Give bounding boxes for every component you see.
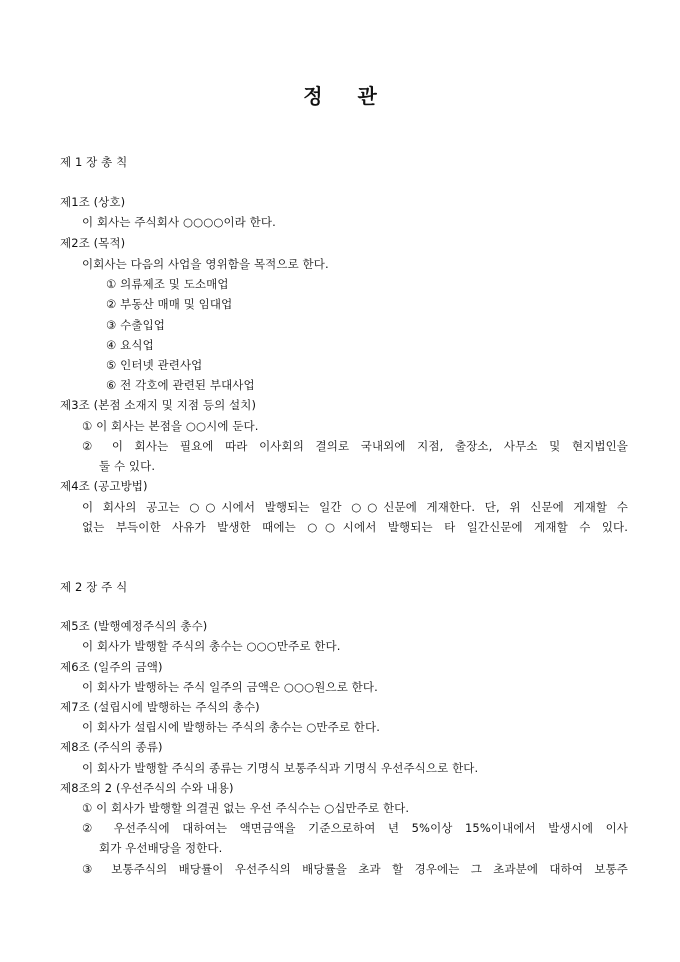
article-body: 없는 부득이한 사유가 발생한 때에는 ○○시에서 발행되는 타 일간신문에 게재할 수 있다.	[82, 520, 628, 534]
list-item: ① 의류제조 및 도소매업	[106, 277, 229, 291]
article-body: 이 회사가 발행할 주식의 종류는 기명식 보통주식과 기명식 우선주식으로 한다.	[82, 761, 479, 775]
article-heading: 제8조 (주식의 종류)	[60, 740, 163, 754]
article-heading: 제4조 (공고방법)	[60, 479, 148, 493]
list-item: ② 부동산 매매 및 임대업	[106, 297, 233, 311]
article-body: 이 회사가 발행할 주식의 총수는 ○○○만주로 한다.	[82, 639, 341, 653]
article-heading: 제2조 (목적)	[60, 236, 126, 250]
list-item: ⑤ 인터넷 관련사업	[106, 358, 203, 372]
document-title: 정 관	[303, 84, 391, 108]
list-item: ① 이 회사는 본점을 ○○시에 둔다.	[82, 419, 259, 433]
article-body: 이회사는 다음의 사업을 영위함을 목적으로 한다.	[82, 257, 329, 271]
article-heading: 제5조 (발행예정주식의 총수)	[60, 619, 208, 633]
article-body: 이 회사의 공고는 ○○시에서 발행되는 일간 ○○신문에 게재한다. 단, 위 신문에 게재할 수	[82, 500, 628, 514]
list-item: ④ 요식업	[106, 338, 154, 352]
list-item: ② 우선주식에 대하여는 액면금액을 기준으로하여 년 5%이상 15%이내에서 발생시에 이사	[82, 821, 628, 835]
article-body: 이 회사가 발행하는 주식 일주의 금액은 ○○○원으로 한다.	[82, 680, 378, 694]
article-body: 이 회사가 설립시에 발행하는 주식의 총수는 ○만주로 한다.	[82, 720, 380, 734]
chapter-heading: 제 2 장 주 식	[60, 580, 128, 594]
list-item: ⑥ 전 각호에 관련된 부대사업	[106, 378, 255, 392]
list-item-continuation: 회가 우선배당을 정한다.	[99, 841, 223, 855]
article-body: 이 회사는 주식회사 ○○○○이라 한다.	[82, 215, 276, 229]
article-heading: 제8조의 2 (우선주식의 수와 내용)	[60, 781, 234, 795]
list-item: ② 이 회사는 필요에 따라 이사회의 결의로 국내외에 지점, 출장소, 사무소 및 현지법인을	[82, 439, 628, 453]
article-heading: 제3조 (본점 소재지 및 지점 등의 설치)	[60, 398, 257, 412]
chapter-heading: 제 1 장 총 칙	[60, 155, 128, 169]
list-item-continuation: 둘 수 있다.	[99, 459, 156, 473]
list-item: ③ 보통주식의 배당률이 우선주식의 배당률을 초과 할 경우에는 그 초과분에 대하여 보통주	[82, 862, 628, 876]
article-heading: 제1조 (상호)	[60, 195, 126, 209]
list-item: ① 이 회사가 발행할 의결권 없는 우선 주식수는 ○십만주로 한다.	[82, 801, 410, 815]
list-item: ③ 수출입업	[106, 318, 166, 332]
article-heading: 제6조 (일주의 금액)	[60, 660, 163, 674]
article-heading: 제7조 (설립시에 발행하는 주식의 총수)	[60, 700, 260, 714]
